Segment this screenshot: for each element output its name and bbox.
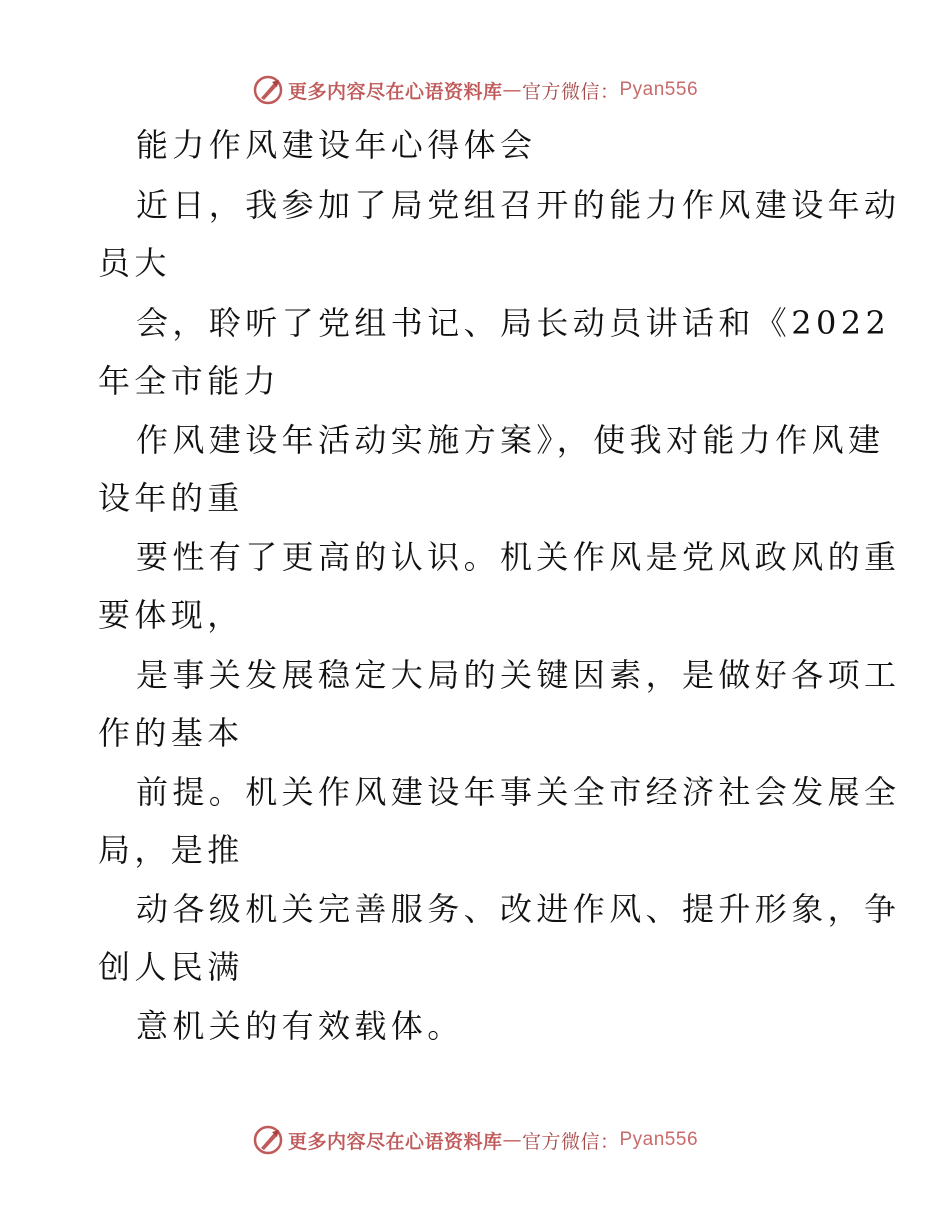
paragraph-line: 创人民满 bbox=[98, 948, 244, 986]
paragraph-line: 设年的重 bbox=[98, 479, 244, 517]
footer-watermark bbox=[0, 1120, 950, 1160]
paragraph-line: 动各级机关完善服务、改进作风、提升形象，争 bbox=[136, 890, 901, 928]
paragraph-line: 近日，我参加了局党组召开的能力作风建设年动 bbox=[136, 186, 901, 224]
paragraph-line: 会，聆听了党组书记、局长动员讲话和《2022 bbox=[136, 304, 891, 342]
paragraph-line: 前提。机关作风建设年事关全市经济社会发展全 bbox=[136, 773, 901, 811]
watermark-wechat-id: Pyan556 bbox=[619, 1129, 699, 1150]
paragraph-line: 年全市能力 bbox=[98, 362, 281, 400]
watermark-wechat-label: 官方微信： bbox=[521, 80, 620, 103]
paragraph-line: 作风建设年活动实施方案》，使我对能力作风建 bbox=[136, 421, 885, 459]
watermark-dash: — bbox=[502, 1129, 522, 1151]
document-title: 能力作风建设年心得体会 bbox=[136, 126, 537, 164]
watermark-site-text: 更多内容尽在心语资料库 bbox=[287, 1130, 503, 1153]
paragraph-line: 员大 bbox=[98, 244, 171, 282]
paragraph-line: 要性有了更高的认识。机关作风是党风政风的重 bbox=[136, 538, 901, 576]
watermark-wechat-id: Pyan556 bbox=[619, 79, 699, 100]
paragraph-line: 意机关的有效载体。 bbox=[136, 1007, 464, 1045]
watermark-wechat-label: 官方微信： bbox=[521, 1130, 620, 1153]
header-watermark bbox=[0, 70, 950, 110]
watermark-dash: — bbox=[502, 79, 522, 101]
paragraph-line: 要体现， bbox=[98, 596, 244, 634]
paragraph-line: 是事关发展稳定大局的关键因素，是做好各项工 bbox=[136, 656, 901, 694]
quill-pen-logo-icon bbox=[252, 1124, 284, 1156]
paragraph-line: 作的基本 bbox=[98, 714, 244, 752]
paragraph-line: 局，是推 bbox=[98, 831, 244, 869]
quill-pen-logo-icon bbox=[252, 74, 284, 106]
watermark-site-text: 更多内容尽在心语资料库 bbox=[287, 80, 503, 103]
